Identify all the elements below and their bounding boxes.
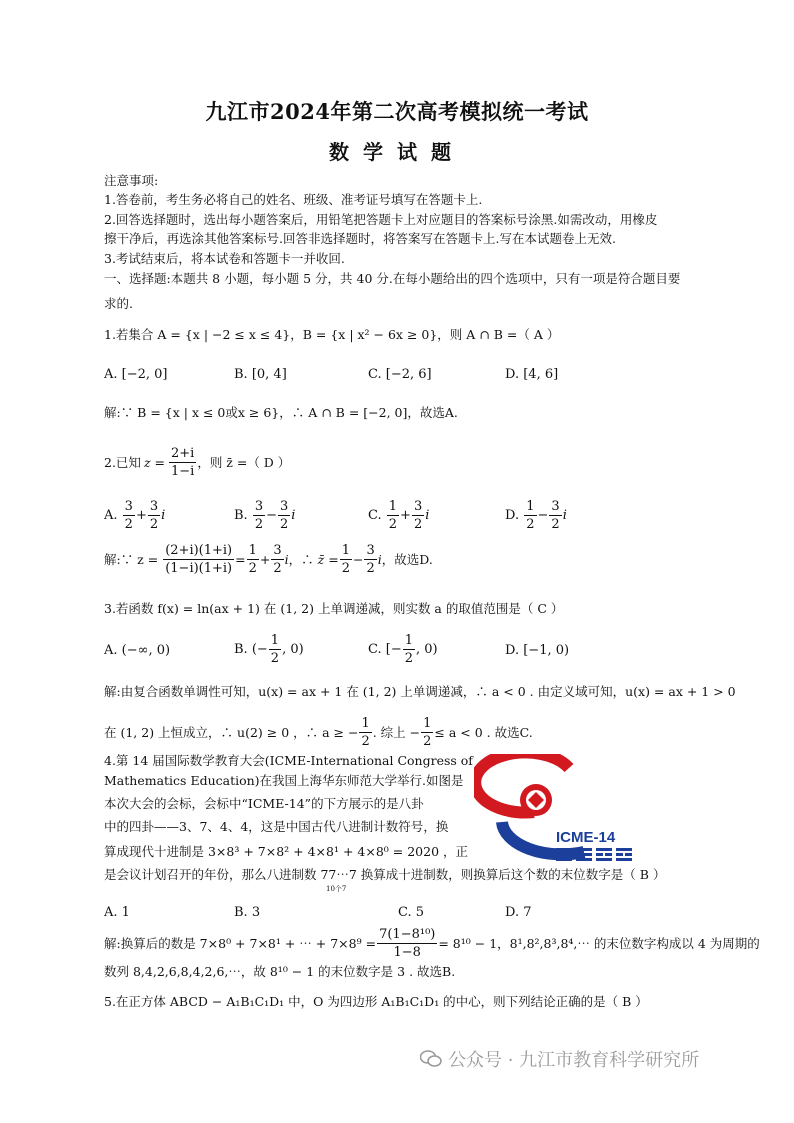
q1-option-d: D. [4, 6] — [505, 367, 559, 382]
icme-logo — [474, 754, 664, 864]
q4-line: 本次大会的会标，会标中“ICME-14”的下方展示的是八卦 — [104, 796, 424, 811]
watermark-text: 公众号 · 九江市教育科学研究所 — [448, 1050, 700, 1071]
note-item: 1.答卷前，考生务必将自己的姓名、班级、准考证号填写在答题卡上. — [104, 192, 483, 207]
wechat-icon — [420, 1050, 442, 1068]
q4-option-a: A. 1 — [104, 905, 130, 920]
q4-solution-line1: 解:换算后的数是 7×8⁰ + 7×8¹ + ⋯ + 7×8⁹ = $\frac{\text{7(1−8¹⁰)}}{1-8}$ = 8¹⁰ − 1，8¹,8²,8³,8⁴,⋯ 的末位数字构成以 4 为周期的 — [104, 927, 760, 960]
q2-fraction: $\frac{2+i}{1-i}$ — [170, 446, 195, 479]
q1-solution: 解:∵ B = {x | x ≤ 0或x ≥ 6}，∴ A ∩ B = [−2, 0]，故选A. — [104, 405, 458, 420]
q3-option-a: A. (−∞, 0) — [104, 643, 171, 658]
q4-line: 算成现代十进制是 3×8³ + 7×8² + 4×8¹ + 4×8⁰ = 2020 ，正 — [104, 844, 469, 859]
q4-line: 4.第 14 届国际数学教育大会(ICME-International Congress of — [104, 753, 473, 768]
q2-stem-prefix: 2.已知 — [104, 454, 141, 470]
q1-option-c: C. [−2, 6] — [368, 367, 432, 382]
q2-option-b: B. $\frac{3}{2}$ − $\frac{3}{2}$ i — [234, 499, 296, 532]
note-item: 2.回答选择题时，选出每小题答案后，用铅笔把答题卡上对应题目的答案标号涂黑.如需改动，用橡皮 — [104, 212, 658, 227]
q2-option-a: A. $\frac{3}{2}$ + $\frac{3}{2}$ i — [104, 499, 166, 532]
q3-option-b: B. (− $\frac{1}{2}$ , 0) — [234, 633, 304, 666]
question-5-stem: 5.在正方体 ABCD − A₁B₁C₁D₁ 中，O 为四边形 A₁B₁C₁D₁ 的中心，则下列结论正确的是（ B ） — [104, 994, 648, 1009]
question-1-stem: 1.若集合 A = {x | −2 ≤ x ≤ 4}，B = {x | x² − 6x ≥ 0}，则 A ∩ B =（ A ） — [104, 327, 560, 342]
q4-line: 中的四卦——3、7、4、4，这是中国古代八进制计数符号，换 — [104, 819, 449, 834]
watermark — [420, 1046, 699, 1072]
page-title: 九江市2024年第二次高考模拟统一考试 — [205, 99, 589, 124]
page-subtitle: 数学试题 — [329, 140, 465, 164]
q3-option-d: D. [−1, 0) — [505, 643, 570, 658]
q4-option-b: B. 3 — [234, 905, 261, 920]
q3-solution-line2: 在 (1, 2) 上恒成立，∴ u(2) ≥ 0 ，∴ a ≥ − $\frac{1}{2}$ . 综上 − $\frac{1}{2}$ ≤ a < 0 . 故选C. — [104, 716, 533, 749]
q3-solution-line1: 解:由复合函数单调性可知，u(x) = ax + 1 在 (1, 2) 上单调递减，∴ a < 0 . 由定义域可知，u(x) = ax + 1 > 0 — [104, 684, 736, 699]
q2-option-c: C. $\frac{1}{2}$ + $\frac{3}{2}$ i — [368, 499, 430, 532]
section-heading: 一、选择题:本题共 8 小题，每小题 5 分，共 40 分.在每小题给出的四个选项中，只有一项是符合题目要 — [104, 271, 681, 286]
q4-solution-line2: 数列 8,4,2,6,8,4,2,6,⋯，故 8¹⁰ − 1 的末位数字是 3 . 故选B. — [104, 964, 456, 979]
q4-option-d: D. 7 — [505, 905, 532, 920]
notes-heading: 注意事项: — [104, 173, 159, 188]
note-item: 3.考试结束后，将本试卷和答题卡一并收回. — [104, 251, 345, 266]
question-3-stem: 3.若函数 f(x) = ln(ax + 1) 在 (1, 2) 上单调递减，则实数 a 的取值范围是（ C ） — [104, 601, 564, 616]
icme-logo-text: ICME-14 — [556, 829, 616, 846]
q4-underbrace-note: 10个7 — [326, 885, 347, 893]
section-heading-cont: 求的. — [104, 296, 133, 311]
q2-solution: 解:∵ z = $\frac{(2+i)(1+i)}{(1-i)(1+i)}$ = $\frac{1}{2}$ + $\frac{3}{2}$ i ，∴ z̄ = $\frac{1}{2}$ − $\frac{3}{2}$ i ，故选D. — [104, 543, 433, 576]
question-2-stem: 2.已知 z = $\frac{2+i}{1-i}$ ，则 z̄ =（ D ） — [104, 446, 291, 479]
q2-option-d: D. $\frac{1}{2}$ − $\frac{3}{2}$ i — [505, 499, 567, 532]
q3-option-c: C. [− $\frac{1}{2}$ , 0) — [368, 633, 438, 666]
q1-option-b: B. [0, 4] — [234, 367, 287, 382]
q4-line: Mathematics Education)在我国上海华东师范大学举行.如图是 — [104, 773, 464, 788]
note-item: 擦干净后，再选涂其他答案标号.回答非选择题时，将答案写在答题卡上.写在本试题卷上无效. — [104, 231, 616, 246]
q1-option-a: A. [−2, 0] — [104, 367, 168, 382]
q2-stem-suffix: ，则 z̄ =（ D ） — [197, 454, 291, 470]
icme-logo-graphic — [474, 754, 664, 864]
q4-option-c: C. 5 — [398, 905, 425, 920]
q4-line: 是会议计划召开的年份，那么八进制数 77⋯7 换算成十进制数，则换算后这个数的末位数字是（ B ） — [104, 867, 666, 882]
